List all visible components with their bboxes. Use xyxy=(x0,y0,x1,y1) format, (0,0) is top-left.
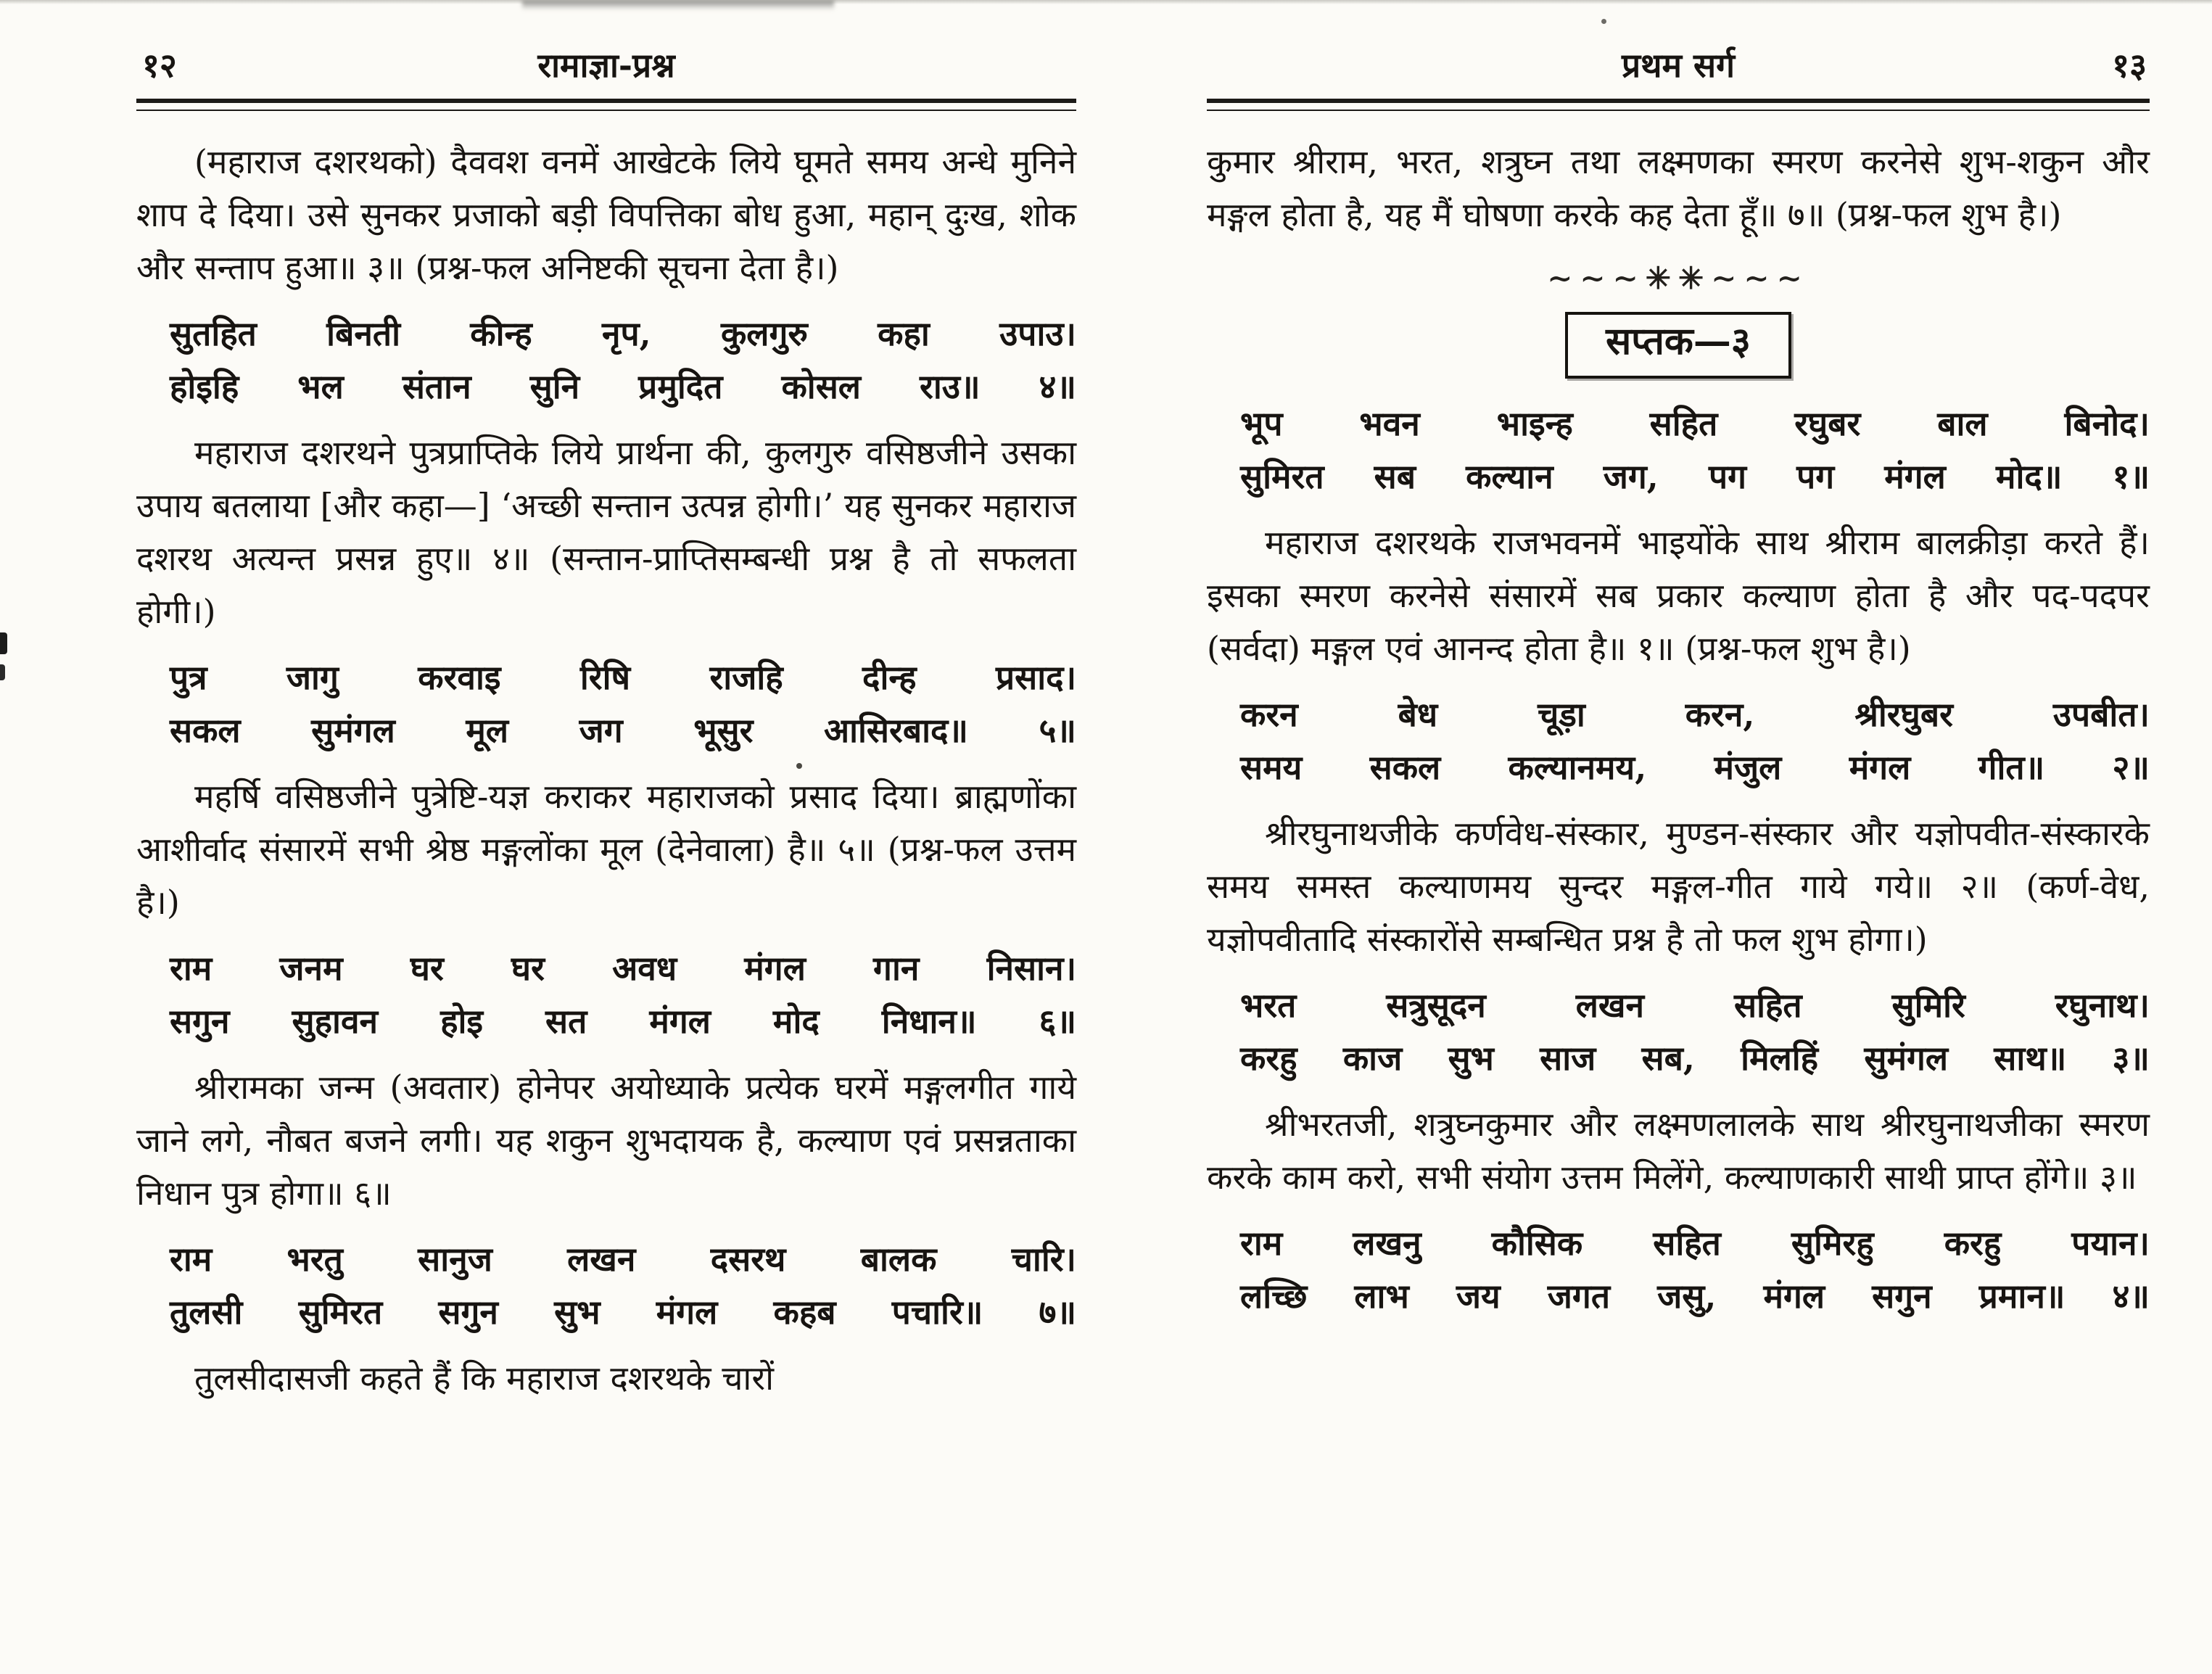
verse-couplet xyxy=(1240,1217,2150,1323)
verse-line: सगुन सुहावन होइ सत मंगल मोद निधान॥ ६॥ xyxy=(170,1002,1076,1041)
verse-line: सुमिरत सब कल्यान जग, पग पग मंगल मोद॥ १॥ xyxy=(1240,457,2150,496)
right-page xyxy=(1207,0,2150,1674)
left-page-title: रामाज्ञा-प्रश्न xyxy=(537,46,675,85)
prose-paragraph: श्रीरघुनाथजीके कर्णवेध-संस्कार, मुण्डन-संस्कार और यज्ञोपवीत-संस्कारके समय समस्त कल्याणमय सुन्दर मङ्गल-गीत गाये गये॥ २॥ (कर्ण-वेध, यज्ञोपवीतादि संस्कारोंसे सम्बन्धित प्रश्न है तो फल शुभ होगा।) xyxy=(1207,814,2150,959)
right-header-rule xyxy=(1207,99,2150,111)
verse-couplet xyxy=(170,308,1076,413)
verse-couplet xyxy=(1240,979,2150,1085)
verse-couplet xyxy=(1240,688,2150,794)
left-page-body xyxy=(136,136,1076,1405)
verse-couplet xyxy=(1240,397,2150,503)
verse-line: सकल सुमंगल मूल जग भूसुर आसिरबाद॥ ५॥ xyxy=(170,711,1076,750)
scan-artifact xyxy=(0,664,5,680)
verse-couplet xyxy=(170,1233,1076,1339)
verse-line: होइहि भल संतान सुनि प्रमुदित कोसल राउ॥ ४॥ xyxy=(170,367,1076,406)
prose-paragraph: श्रीभरतजी, शत्रुघ्नकुमार और लक्ष्मणलालके साथ श्रीरघुनाथजीका स्मरण करके काम करो, सभी संयोग उत्तम मिलेंगे, कल्याणकारी साथी प्राप्त होंगे॥ ३॥ xyxy=(1207,1105,2150,1197)
verse-line: पुत्र जागु करवाइ रिषि राजहि दीन्ह प्रसाद। xyxy=(170,658,1076,697)
left-page xyxy=(136,0,1076,1674)
scan-artifact xyxy=(0,632,7,654)
prose-paragraph: (महाराज दशरथको) दैववश वनमें आखेटके लिये घूमते समय अन्धे मुनिने शाप दे दिया। उसे सुनकर प्रजाको बड़ी विपत्तिका बोध हुआ, महान् दुःख, शोक और सन्ताप हुआ॥ ३॥ (प्रश्न-फल अनिष्टकी सूचना देता है।) xyxy=(136,142,1076,287)
prose-paragraph: महर्षि वसिष्ठजीने पुत्रेष्टि-यज्ञ कराकर महाराजको प्रसाद दिया। ब्राह्मणोंका आशीर्वाद संसारमें सभी श्रेष्ठ मङ्गलोंका मूल (देनेवाला) है॥ ५॥ (प्रश्न-फल उत्तम है।) xyxy=(136,777,1076,922)
right-page-number: १३ xyxy=(2112,46,2147,85)
verse-line: राम लखनु कौसिक सहित सुमिरहु करहु पयान। xyxy=(1240,1224,2150,1263)
verse-line: लच्छि लाभ जय जगत जसु, मंगल सगुन प्रमान॥ ४॥ xyxy=(1240,1277,2150,1316)
verse-line: करन बेध चूड़ा करन, श्रीरघुबर उपबीत। xyxy=(1240,695,2150,734)
verse-line: तुलसी सुमिरत सगुन सुभ मंगल कहब पचारि॥ ७॥ xyxy=(170,1292,1076,1332)
section-heading-wrap xyxy=(1207,312,2150,379)
left-page-number: १२ xyxy=(142,46,177,85)
prose-paragraph: तुलसीदासजी कहते हैं कि महाराज दशरथके चारों xyxy=(194,1358,775,1398)
prose-paragraph: महाराज दशरथके राजभवनमें भाइयोंके साथ श्रीराम बालक्रीड़ा करते हैं। इसका स्मरण करनेसे संसारमें सब प्रकार कल्याण होता है और पद-पदपर (सर्वदा) मङ्गल एवं आनन्द होता है॥ १॥ (प्रश्न-फल शुभ है।) xyxy=(1207,523,2150,668)
section-heading-box: सप्तक—३ xyxy=(1565,312,1791,379)
verse-line: सुतहित बिनती कीन्ह नृप, कुलगुरु कहा उपाउ। xyxy=(170,314,1076,353)
verse-couplet xyxy=(170,942,1076,1048)
verse-couplet xyxy=(170,651,1076,757)
right-page-header xyxy=(1207,39,2150,91)
ornament-divider: ∼∼∼✳✳∼∼∼ xyxy=(1547,260,1809,296)
verse-line: समय सकल कल्यानमय, मंजुल मंगल गीत॥ २॥ xyxy=(1240,748,2150,787)
prose-paragraph: महाराज दशरथने पुत्रप्राप्तिके लिये प्रार्थना की, कुलगुरु वसिष्ठजीने उसका उपाय बतलाया [और कहा—] ‘अच्छी सन्तान उत्पन्न होगी।’ यह सुनकर महाराज दशरथ अत्यन्त प्रसन्न हुए॥ ४॥ (सन्तान-प्राप्तिसम्बन्धी प्रश्न है तो सफलता होगी।) xyxy=(136,433,1076,631)
verse-line: भरत सत्रुसूदन लखन सहित सुमिरि रघुनाथ। xyxy=(1240,986,2150,1025)
verse-line: करहु काज सुभ साज सब, मिलहिं सुमंगल साथ॥ ३॥ xyxy=(1240,1039,2150,1078)
verse-line: राम भरतु सानुज लखन दसरथ बालक चारि। xyxy=(170,1240,1076,1279)
prose-paragraph: श्रीरामका जन्म (अवतार) होनेपर अयोध्याके प्रत्येक घरमें मङ्गलगीत गाये जाने लगे, नौबत बजने लगी। यह शकुन शुभदायक है, कल्याण एवं प्रसन्नताका निधान पुत्र होगा॥ ६॥ xyxy=(136,1068,1076,1213)
right-page-title: प्रथम सर्ग xyxy=(1621,46,1736,85)
verse-line: भूप भवन भाइन्ह सहित रघुबर बाल बिनोद। xyxy=(1240,404,2150,443)
right-page-body xyxy=(1207,136,2150,1323)
prose-paragraph: कुमार श्रीराम, भरत, शत्रुघ्न तथा लक्ष्मणका स्मरण करनेसे शुभ-शकुन और मङ्गल होता है, यह मैं घोषणा करके कह देता हूँ॥ ७॥ (प्रश्न-फल शुभ है।) xyxy=(1207,142,2150,234)
verse-line: राम जनम घर घर अवध मंगल गान निसान। xyxy=(170,949,1076,988)
left-page-header xyxy=(136,39,1076,91)
left-header-rule xyxy=(136,99,1076,111)
